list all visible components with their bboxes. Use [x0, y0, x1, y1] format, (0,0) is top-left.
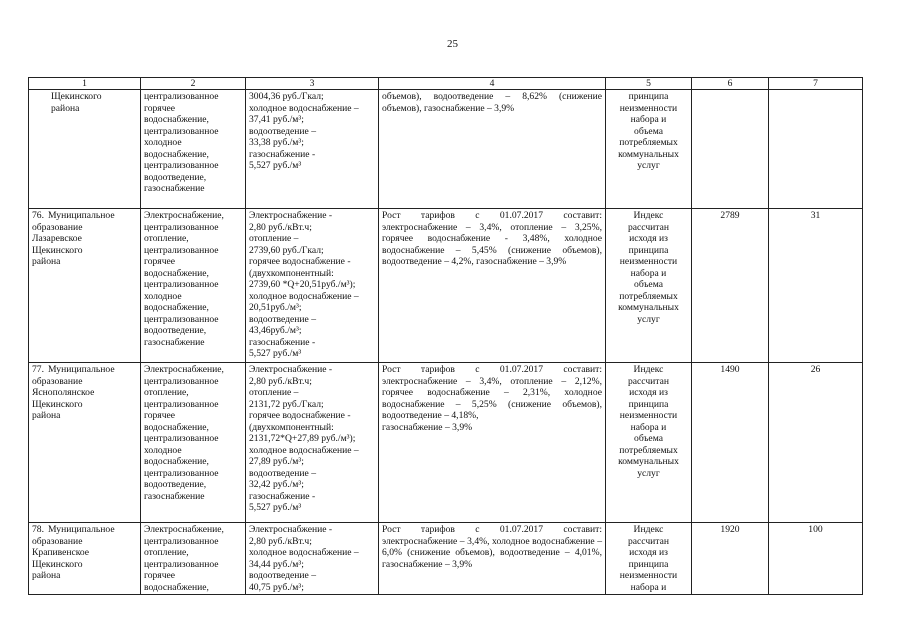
services-cell: централизованное горячее водоснабжение, централизованное холодное водоснабжение, централизованное водоотведение, газоснабжение — [141, 90, 246, 209]
growth-cell: Рост тарифов с 01.07.2017 составит: электроснабжение – 3,4%, отопление – 3,25%, горячее водоснабжение - 3,48%, холодное водоснабжение – 5,45% (снижение объемов), водоотведение – 4,2%, газоснабжение – 3,9% — [379, 209, 606, 363]
table-row — [29, 90, 863, 209]
page-number: 25 — [447, 38, 458, 50]
table-row — [29, 209, 863, 363]
municipality-cell — [29, 363, 141, 523]
growth-cell: Рост тарифов с 01.07.2017 составит: электроснабжение – 3,4%, отопление – 2,12%, горячее водоснабжение – 2,31%, холодное водоснабжение – 5,25% (снижение объемов), водоотведение – 4,18%, газоснабжение – 3,9% — [379, 363, 606, 523]
column-6-cell — [692, 90, 769, 209]
municipality-cell — [29, 523, 141, 595]
municipality-cell — [29, 90, 141, 209]
index-cell: принципа неизменности набора и объема потребляемых коммунальных услуг — [606, 90, 692, 209]
column-7-cell: 26 — [769, 363, 863, 523]
column-7-cell: 31 — [769, 209, 863, 363]
municipality-name: Муниципальное образование Лазаревское Щекинского района — [32, 210, 115, 267]
growth-cell: Рост тарифов с 01.07.2017 составит: электроснабжение – 3,4%, холодное водоснабжение – 6,0% (снижение объемов), водоотведение – 4,01%, газоснабжение – 3,9% — [379, 523, 606, 595]
index-cell: Индекс рассчитан исходя из принципа неизменности набора и — [606, 523, 692, 595]
municipality-name: Щекинского района — [51, 91, 102, 114]
row-number: 76. — [32, 210, 44, 221]
column-7-cell — [769, 90, 863, 209]
services-cell: Электроснабжение, централизованное отопление, централизованное горячее водоснабжение, централизованное холодное водоснабжение, централизованное водоотведение, газоснабжение — [141, 363, 246, 523]
tariffs-cell: Электроснабжение - 2,80 руб./кВт.ч; отопление – 2739,60 руб./Гкал; горячее водоснабжение - (двухкомпонентный: 2739,60 *Q+20,51руб./м³); холодное водоснабжение – 20,51руб./м³; водоотведение – 43,46руб./м³; газоснабжение - 5,527 руб./м³ — [246, 209, 379, 363]
column-6-cell: 1490 — [692, 363, 769, 523]
column-header-3: 3 — [246, 78, 379, 90]
tariffs-cell: Электроснабжение - 2,80 руб./кВт.ч; отопление – 2131,72 руб./Гкал; горячее водоснабжение - (двухкомпонентный: 2131,72*Q+27,89 руб./м³); холодное водоснабжение – 27,89 руб./м³; водоотведение – 32,42 руб./м³; газоснабжение - 5,527 руб./м³ — [246, 363, 379, 523]
column-number-row — [29, 78, 863, 90]
municipality-name: Муниципальное образование Крапивенское Щекинского района — [32, 524, 115, 581]
column-header-7: 7 — [769, 78, 863, 90]
column-header-6: 6 — [692, 78, 769, 90]
column-header-2: 2 — [141, 78, 246, 90]
column-7-cell: 100 — [769, 523, 863, 595]
municipality-name: Муниципальное образование Яснополянское Щекинского района — [32, 364, 115, 421]
table-row — [29, 523, 863, 595]
column-6-cell: 1920 — [692, 523, 769, 595]
services-cell: Электроснабжение, централизованное отопление, централизованное горячее водоснабжение, — [141, 523, 246, 595]
table-row — [29, 363, 863, 523]
tariff-table — [28, 77, 863, 595]
growth-cell: объемов), водоотведение – 8,62% (снижение объемов), газоснабжение – 3,9% — [379, 90, 606, 209]
column-6-cell: 2789 — [692, 209, 769, 363]
row-number: 77. — [32, 364, 44, 375]
column-header-5: 5 — [606, 78, 692, 90]
index-cell: Индекс рассчитан исходя из принципа неизменности набора и объема потребляемых коммунальных услуг — [606, 209, 692, 363]
tariffs-cell: 3004,36 руб./Гкал; холодное водоснабжение – 37,41 руб./м³; водоотведение – 33,38 руб./м³; газоснабжение - 5,527 руб./м³ — [246, 90, 379, 209]
tariffs-cell: Электроснабжение - 2,80 руб./кВт.ч; холодное водоснабжение – 34,44 руб./м³; водоотведение – 40,75 руб./м³; — [246, 523, 379, 595]
municipality-cell — [29, 209, 141, 363]
index-cell: Индекс рассчитан исходя из принципа неизменности набора и объема потребляемых коммунальных услуг — [606, 363, 692, 523]
row-number: 78. — [32, 524, 44, 535]
services-cell: Электроснабжение, централизованное отопление, централизованное горячее водоснабжение, централизованное холодное водоснабжение, централизованное водоотведение, газоснабжение — [141, 209, 246, 363]
column-header-4: 4 — [379, 78, 606, 90]
column-header-1: 1 — [29, 78, 141, 90]
